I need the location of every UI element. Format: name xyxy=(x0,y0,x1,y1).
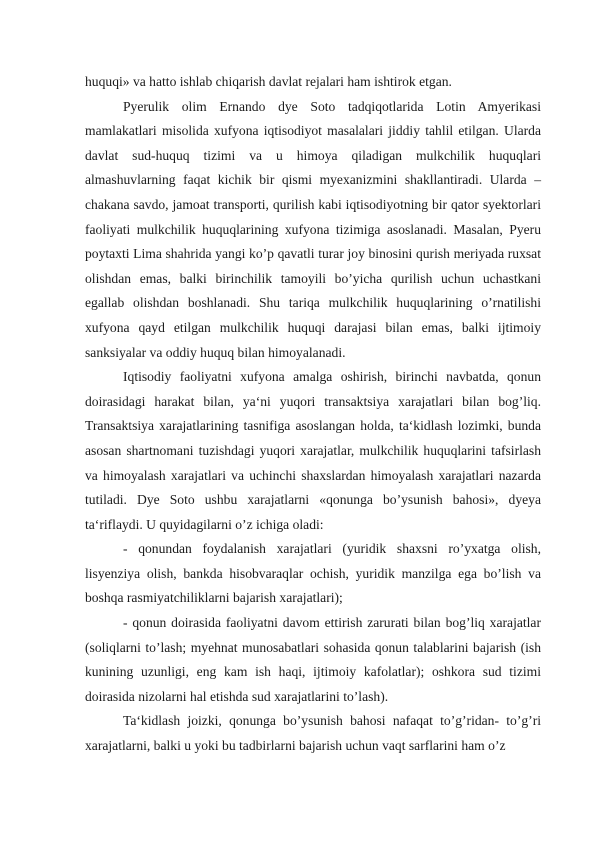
paragraph-de-soto-research: Pyerulik olim Ernando dye Soto tadqiqotlarida Lotin Amyerikasi mamlakatlari misolida xufyona iqtisodiyot masalalari jiddiy tahlil etilgan. Ularda davlat sud-huquq tizimi va u himoya qiladigan mulkchilik huquqlari almashuvlarning faqat kichik bir qismi myexanizmini shakllantiradi. Ularda – chakana savdo, jamoat transporti, qurilish kabi iqtisodiyotning bir qator syektorlari faoliyati mulkchilik huquqlarining xufyona tizimiga asoslanadi. Masalan, Pyeru poytaxti Lima shahrida yangi ko’p qavatli turar joy binosini qurish meriyada ruxsat olishdan emas, balki birinchilik tamoyili bo’yicha qurilish uchun uchastkani egallab olishdan boshlanadi. Shu tariqa mulkchilik huquqlarining o’rnatilishi xufyona qayd etilgan mulkchilik huquqi darajasi bilan emas, balki ijtimoiy sanksiyalar va oddiy huquq bilan himoyalanadi. xyxy=(85,98,541,360)
list-item-operating-costs: - qonun doirasida faoliyatni davom ettirish zarurati bilan bog’liq xarajatlar (soliqlarni to’lash; myehnat munosabatlari sohasida qonun talablarini bajarish (ish kunining uzunligi, eng kam ish haqi, ijtimoiy kafolatlar); oshkora sud tizimi doirasida nizolarni hal etishda sud xarajatlarini to’lash). xyxy=(85,615,541,704)
paragraph-continuation: huquqi» va hatto ishlab chiqarish davlat rejalari ham ishtirok etgan. xyxy=(85,74,452,89)
paragraph-compliance-price: Ta‘kidlash joizki, qonunga bo’ysunish bahosi nafaqat to’g’ridan- to’g’ri xarajatlarni, balki u yoki bu tadbirlarni bajarish uchun vaqt sarflarini ham o’z xyxy=(85,713,541,754)
paragraph-transaction-costs: Iqtisodiy faoliyatni xufyona amalga oshirish, birinchi navbatda, qonun doirasidagi harakat bilan, ya‘ni yuqori transaktsiya xarajatlari bilan bog’liq. Transaktsiya xarajatlarining tasnifiga asoslangan holda, ta‘kidlash lozimki, bunda asosan shartnomani tuzishdagi yuqori xarajatlar, mulkchilik huquqlarini tafsirlash va himoyalash xarajatlari va uchinchi shaxslardan himoyalash xarajatlari nazarda tutiladi. Dye Soto ushbu xarajatlarni «qonunga bo’ysunish bahosi», dyeya ta‘riflaydi. U quyidagilarni o’z ichiga oladi: xyxy=(85,369,541,532)
list-item-law-usage-costs: - qonundan foydalanish xarajatlari (yuridik shaxsni ro’yxatga olish, lisyenziya olish, bankda hisobvaraqlar ochish, yuridik manzilga ega bo’lish va boshqa rasmiyatchiliklarni bajarish xarajatlari); xyxy=(85,541,541,606)
document-body xyxy=(85,70,541,759)
